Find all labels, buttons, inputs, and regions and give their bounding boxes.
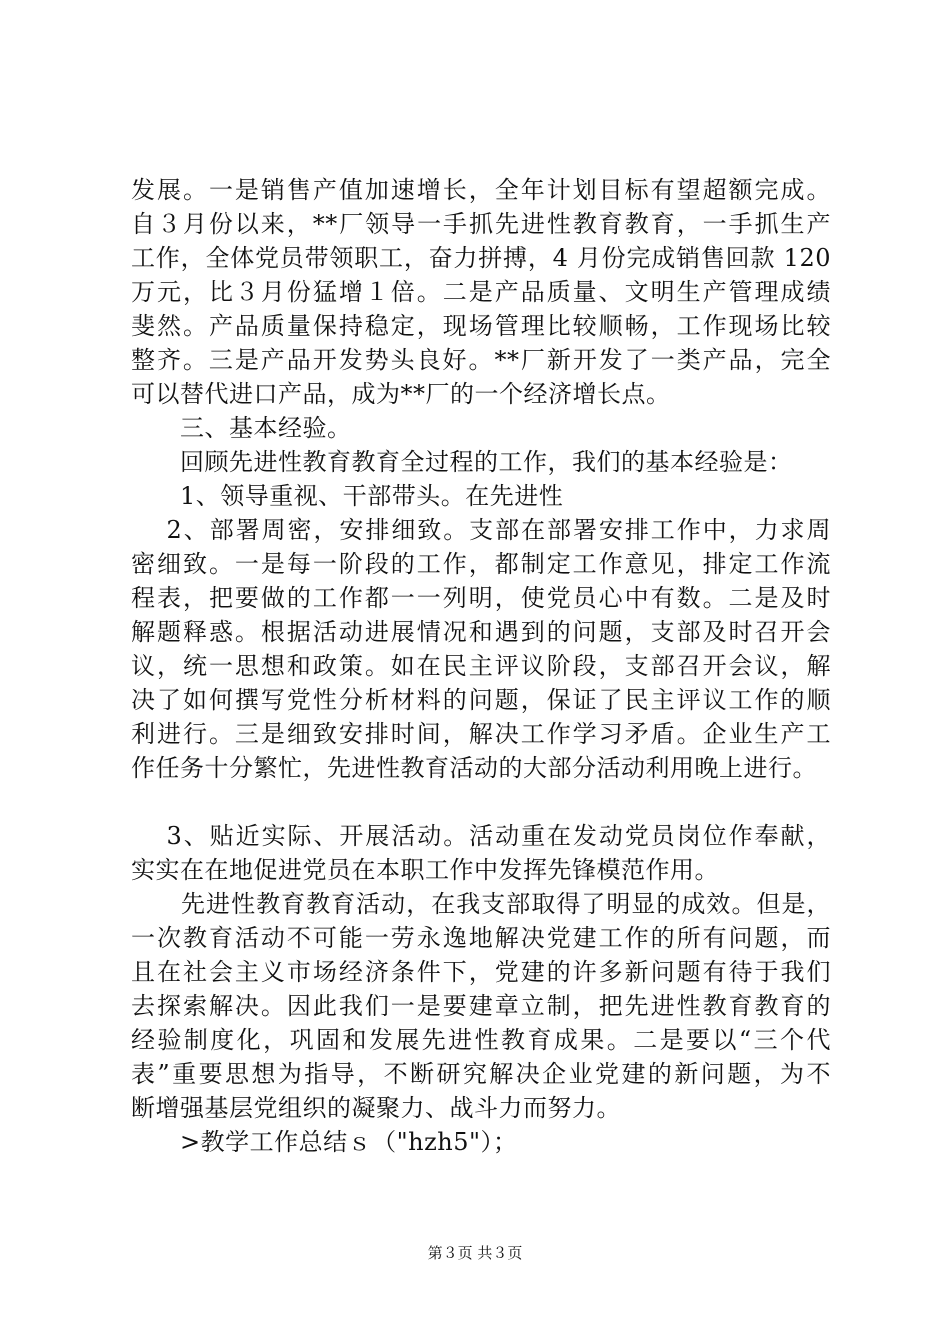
text-line: 密细致。一是每一阶段的工作，都制定工作意见，排定工作流 bbox=[131, 550, 831, 578]
text-line: 断增强基层党组织的凝聚力、战斗力而努力。 bbox=[131, 1094, 621, 1122]
text-line: 程表，把要做的工作都一一列明，使党员心中有数。二是及时 bbox=[131, 584, 831, 612]
page-number: 第３页 共３页 bbox=[427, 1244, 523, 1262]
text-line: 经验制度化，巩固和发展先进性教育成果。二是要以“三个代 bbox=[131, 1026, 831, 1054]
text-line: 发展。一是销售产值加速增长，全年计划目标有望超额完成。 bbox=[131, 176, 831, 204]
text-line: 万元，比３月份猛增１倍。二是产品质量、文明生产管理成绩 bbox=[131, 278, 831, 306]
text-line: 决了如何撰写党性分析材料的问题，保证了民主评议工作的顺 bbox=[131, 686, 831, 714]
text-line: 议，统一思想和政策。如在民主评议阶段，支部召开会议，解 bbox=[131, 652, 831, 680]
list-item: 3、贴近实际、开展活动。活动重在发动党员岗位作奉献， bbox=[131, 822, 831, 850]
section-heading: 三、基本经验。 bbox=[131, 414, 352, 442]
text-line: 利进行。三是细致安排时间，解决工作学习矛盾。企业生产工 bbox=[131, 720, 831, 748]
text-line: 作任务十分繁忙，先进性教育活动的大部分活动利用晚上进行。 bbox=[131, 754, 817, 782]
text-line: 且在社会主义市场经济条件下，党建的许多新问题有待于我们 bbox=[131, 958, 831, 986]
text-line: 去探索解决。因此我们一是要建章立制，把先进性教育教育的 bbox=[131, 992, 831, 1020]
text-line: 自３月份以来，**厂领导一手抓先进性教育教育，一手抓生产 bbox=[131, 210, 831, 238]
text-line: 解题释惑。根据活动进展情况和遇到的问题，支部及时召开会 bbox=[131, 618, 831, 646]
text-line: 斐然。产品质量保持稳定，现场管理比较顺畅，工作现场比较 bbox=[131, 312, 831, 340]
text-line: 回顾先进性教育教育全过程的工作，我们的基本经验是： bbox=[131, 448, 793, 476]
list-item: 2、部署周密，安排细致。支部在部署安排工作中，力求周 bbox=[131, 516, 831, 544]
text-line: 先进性教育教育活动，在我支部取得了明显的成效。但是， bbox=[131, 890, 831, 918]
list-item: 1、领导重视、干部带头。在先进性 bbox=[131, 482, 564, 510]
text-line: 实实在在地促进党员在本职工作中发挥先锋模范作用。 bbox=[131, 856, 719, 884]
text-line: 工作，全体党员带领职工，奋力拼搏，4 月份完成销售回款 120 bbox=[131, 244, 831, 272]
text-line: 一次教育活动不可能一劳永逸地解决党建工作的所有问题，而 bbox=[131, 924, 831, 952]
text-line: 表”重要思想为指导，不断研究解决企业党建的新问题，为不 bbox=[131, 1060, 831, 1088]
text-line: >教学工作总结ｓ（"hzh5"）； bbox=[131, 1128, 518, 1156]
text-line: 整齐。三是产品开发势头良好。**厂新开发了一类产品，完全 bbox=[131, 346, 831, 374]
text-line: 可以替代进口产品，成为**厂的一个经济增长点。 bbox=[131, 380, 671, 408]
